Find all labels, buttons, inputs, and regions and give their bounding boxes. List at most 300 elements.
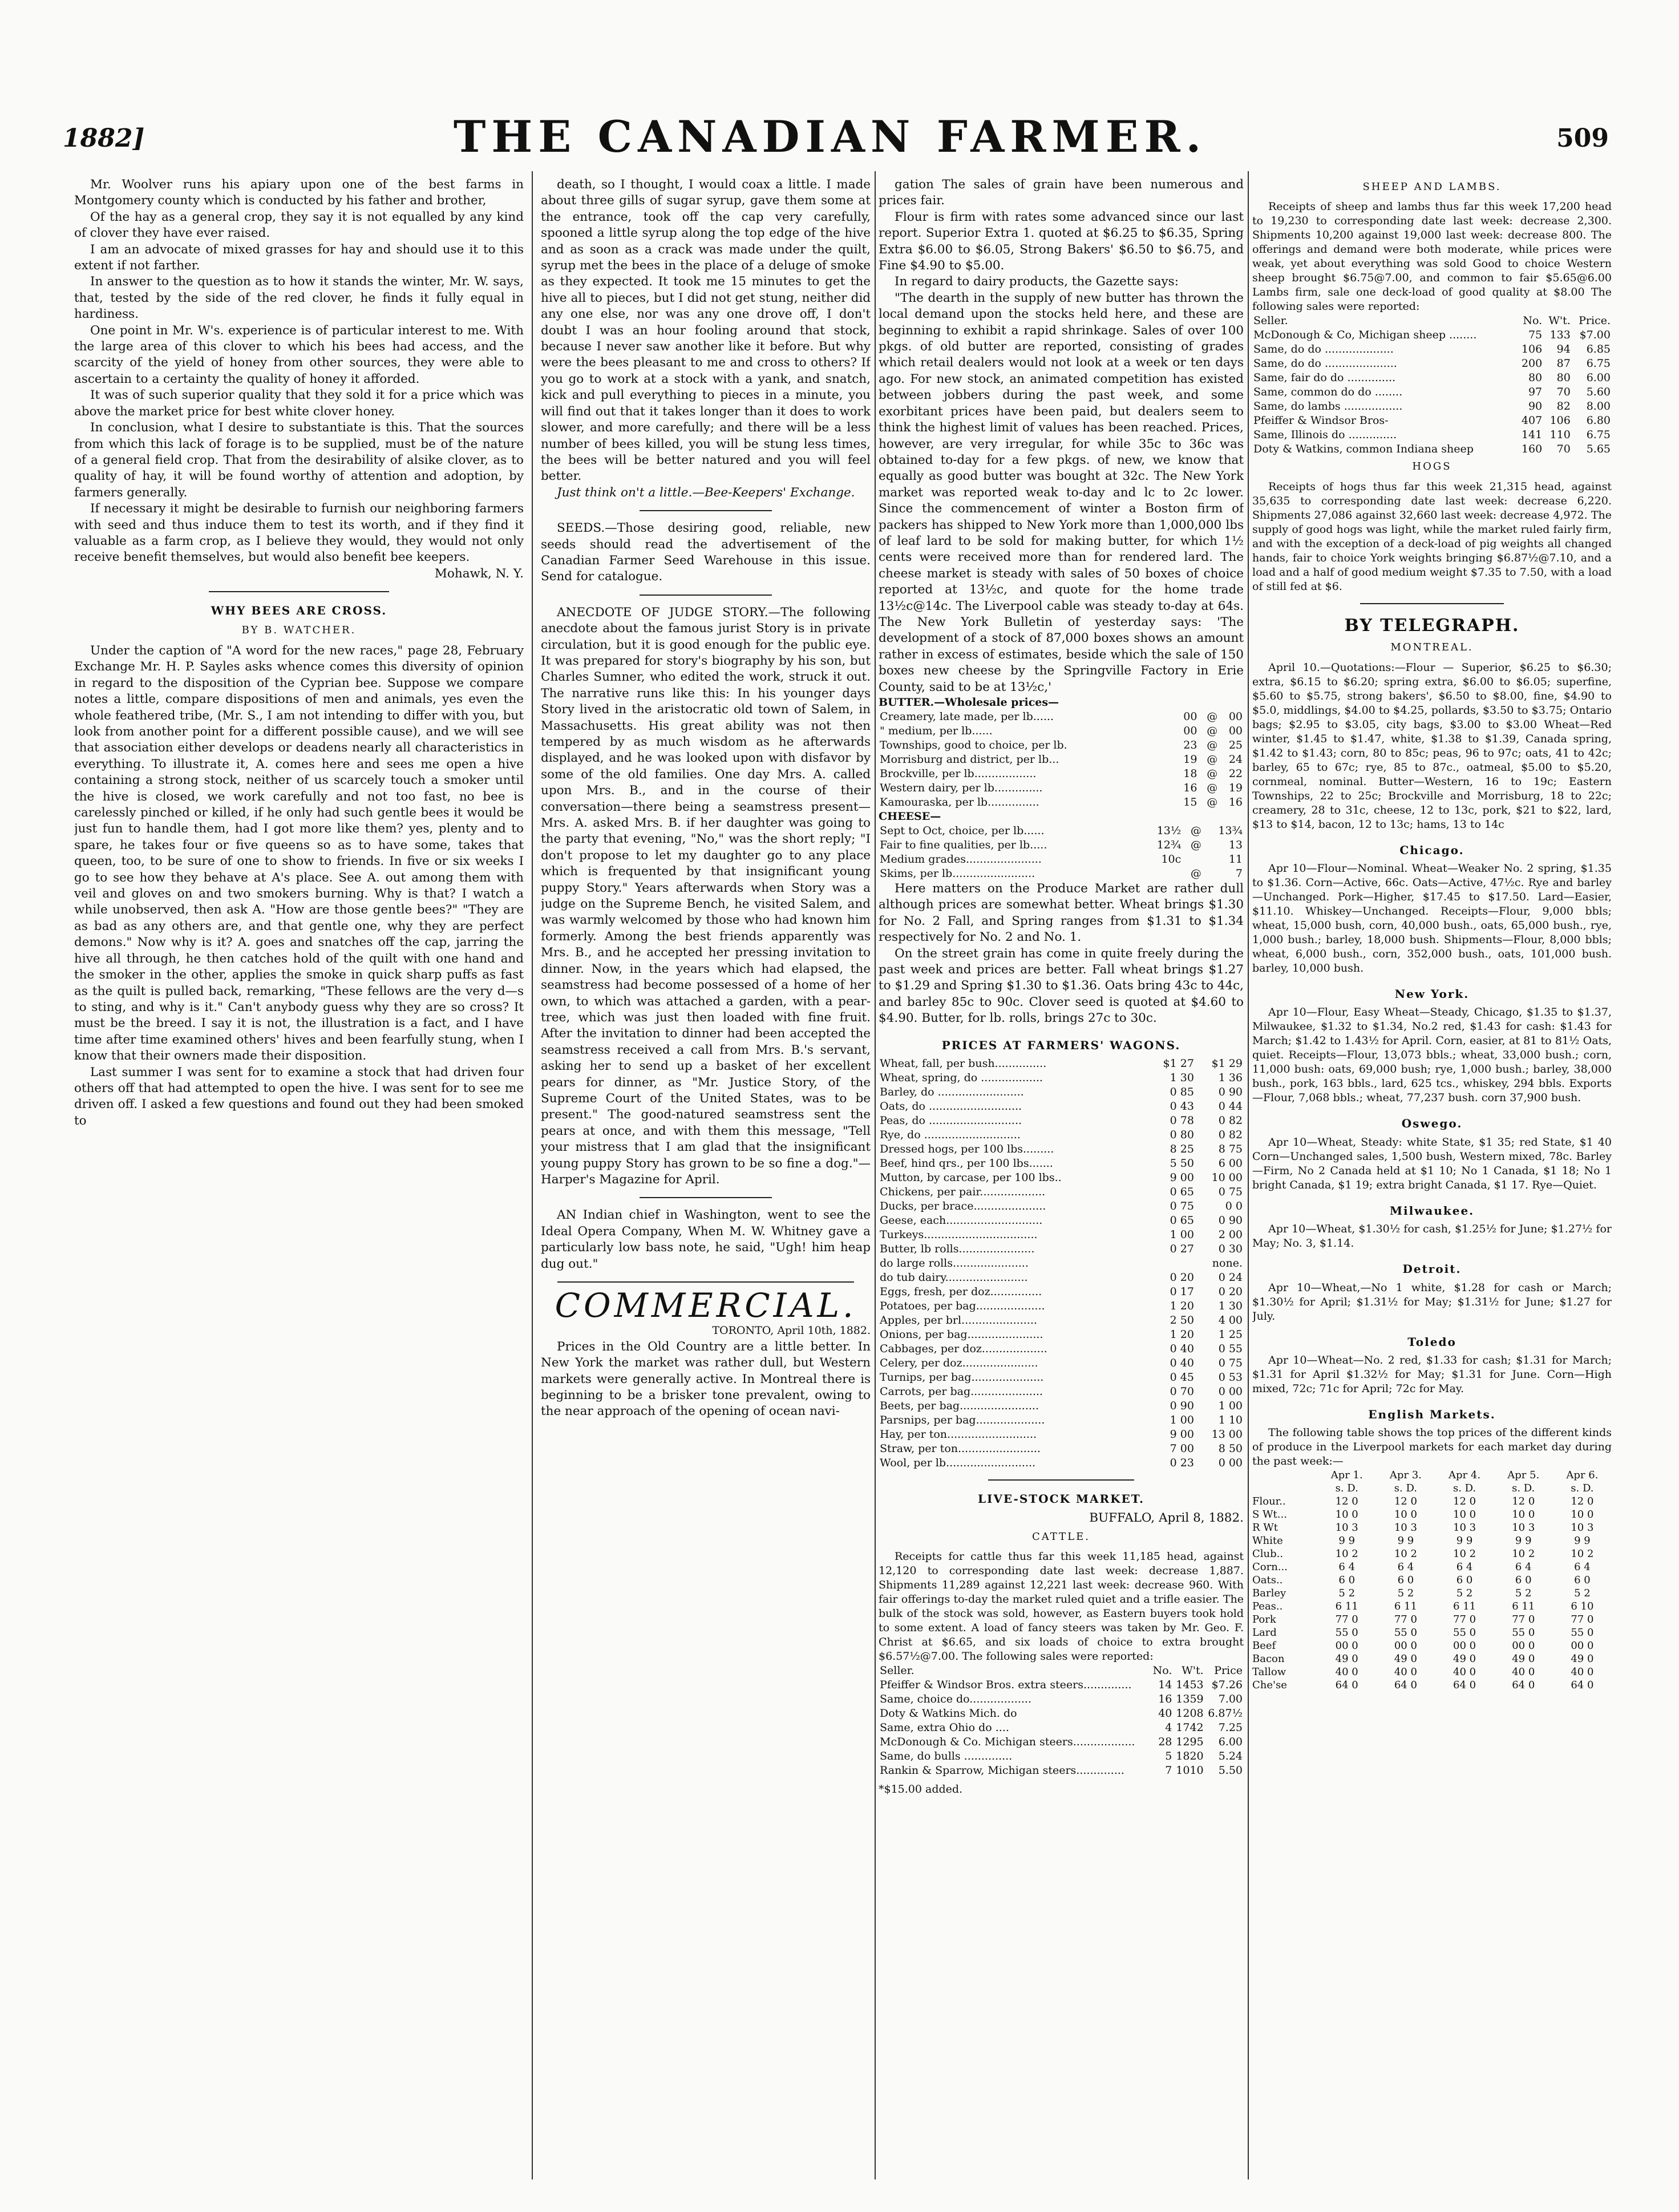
paragraph: "The dearth in the supply of new butter has thrown the local demand upon the stocks held here, and these are beginning to exhibit a rapid shrinkage. Sales of over 100 pkgs. of old butter are reported, consisting of grades which retail dealers would not look at a week or ten days ago. For new stock, an animated competition has existed between jobbers during the past week, and some exorbitant prices have been paid, but dealers seem to think the highest limit of values has been reached. Prices, however, are very irregular, for while 35c to 36c was obtained to-day for a few pkgs. of new, we know that equally as good butter was bought at 32c. The New York market was reported weak to-day and lc to 2c lower. Since the commencement of winter a Boston firm of packers has shipped to New York more than 1,000,000 lbs of leaf lard to be sold for making butter, for which 1½ cents were received more than for rendered lard. The cheese market is steady with sales of 50 boxes of choice reported at 13½c, and quote for the home trade 13½c@14c. The Liverpool cable was steady to-day at 64s. The New York Bulletin of yesterday says: 'The development of a stock of 87,000 boxes shows an amount rather in excess of estimates, beside which the sale of 150 boxes new cheese by the Springville Factory in Erie County, said to be at 13½c,' [879,290,1244,694]
table-cell: 0 27 [1170,1243,1194,1256]
table-cell: 97 [1528,386,1543,399]
table-cell: @ [1207,782,1218,794]
table-cell: 1208 [1176,1707,1204,1720]
table-cell: Barley, do ......................... [880,1086,1024,1099]
table-cell: 0 75 [1170,1200,1194,1213]
montreal-report: April 10.—Quotations:—Flour — Superior, $6.25 to $6.30; extra, $6.15 to $6.20; spring extra, $6.00 to $6.05; superfine, $5.60 to $5.75, strong bakers', $6.50 to $8.00, fine, $4.90 to $5.0, middlings, $4.00 to $4.25, pollards, $3.50 to $3.75; Ontario bags; $2.95 to $3.05, city bags, $3.00 to $3.00 Wheat—Red winter, $1.45 to $1.47, white, $1.38 to $1.39, Canada spring, $1.42 to $1.43; corn, 80 to 85c; peas, 96 to 97c; oats, 41 to 42c; barley, 65 to 67c; rye, 85 to 87c., oatmeal, $5.00 to $5.20, cornmeal, nominal. Butter—Western, 16 to 19c; Eastern Townships, 22 to 25c; Brockville and Morrisburg, 18 to 22c; creamery, 28 to 31c, cheese, 12 to 13c, pork, $21 to $22, lard, $13 to $14, bacon, 12 to 13c; hams, 13 to 14c [1252,661,1612,831]
table-cell: none. [1212,1257,1243,1270]
live-stock-dateline: BUFFALO, April 8, 1882. [1089,1511,1244,1526]
table-cell: 55 0 [1394,1627,1417,1639]
table-row [1252,328,1612,342]
table-row [879,1185,1244,1199]
table-cell: 6.75 [1586,428,1611,442]
table-cell: 0 00 [1218,1385,1243,1398]
table-cell: 7 00 [1170,1442,1194,1455]
table-cell: 55 0 [1512,1627,1535,1639]
table-cell: White [1252,1535,1283,1547]
market-report [879,177,1244,695]
alsike-clover-article [74,177,524,566]
table-cell: Peas.. [1252,1600,1283,1613]
table-cell: 80 [1556,371,1571,385]
table-cell: 70 [1556,386,1571,399]
table-cell: 10 3 [1512,1522,1535,1534]
table-cell: 6.85 [1586,343,1611,356]
table-cell: 10 2 [1335,1548,1358,1560]
table-cell: 13½ [1156,824,1182,837]
newyork-report: Apr 10—Flour, Easy Wheat—Steady, Chicago, $1.35 to $1.37, Milwaukee, $1.32 to $1.34, No.2 red, $1.43 for cash: $1.43 for March; $1.42 to 1.43½ for April. Corn, easier, at 81 to 81½ Oats, quiet. Receipts—Flour, 13,073 bbls.; wheat, 33,000 bush.; corn, 11,000 bush: oats, 69,000 bush; rye, 1,000 bush.; barley, 38,000 bush., pork, 163 bbls., lard, 625 tcs., whiskey, 294 bbls. Exports—Flour, 7,068 bbls.; wheat, 77,237 bush. corn 37,900 bush. [1252,1006,1612,1105]
table-cell: @ [1207,739,1218,751]
table-cell: Eggs, fresh, per doz............... [880,1285,1042,1299]
table-cell: 2 00 [1218,1228,1243,1242]
table-cell: 0 45 [1170,1371,1194,1384]
table-cell: Morrisburg and district, per lb... [880,753,1059,766]
english-markets-intro: The following table shows the top prices of the different kinds of produce in the Liverpool markets for each market day during the past week:— [1252,1426,1612,1468]
table-cell: 10 3 [1453,1522,1476,1534]
table-cell: 19 [1228,782,1243,794]
table-row [1252,357,1612,371]
table-cell: 8.00 [1586,400,1611,413]
table-cell: 5.50 [1218,1764,1243,1777]
produce-market-para: Here matters on the Produce Market are rather dull although prices are somewhat better. Wheat brings $1.30 for No. 2 Fall, and Spring ranges from $1.31 to $1.34 respectively for No. 2 and No. 1. [879,881,1244,945]
table-cell: 7.00 [1218,1693,1243,1706]
table-cell: @ [1190,839,1201,851]
table-cell: 0 90 [1218,1086,1243,1099]
table-cell: 9 9 [1456,1535,1473,1547]
table-cell: Same, do do ..................... [1253,357,1397,370]
table-cell: 28 [1158,1736,1172,1749]
table-cell: 6.87½ [1208,1707,1243,1720]
table-row [879,1385,1244,1399]
table-row [879,1214,1244,1228]
column-subheader: s. D. [1394,1482,1417,1495]
table-row [1252,385,1612,399]
table-row [879,1399,1244,1413]
table-cell: 0 65 [1170,1186,1194,1199]
table-cell: 64 0 [1512,1679,1535,1692]
table-cell: 4 [1165,1721,1172,1734]
table-cell: 49 0 [1394,1653,1417,1665]
table-cell: 13 00 [1211,1428,1243,1441]
table-cell: 141 [1521,428,1543,442]
table-cell: 1010 [1176,1764,1204,1777]
table-cell: 0 75 [1218,1186,1243,1199]
table-cell: 1 00 [1170,1228,1194,1242]
table-cell: 14 [1158,1679,1172,1692]
table-row [879,724,1244,738]
table-cell: Oats.. [1252,1574,1283,1587]
column-subheader: s. D. [1453,1482,1476,1495]
chicago-title: Chicago. [1399,843,1464,857]
paragraph: ANECDOTE OF JUDGE STORY.—The following anecdote about the famous jurist Story is in private circulation, but it is good enough for the public eye. It was prepared for story's biography by his son, but Charles Sumner, who edited the work, struck it out. The narrative runs like this: In his younger days Story lived in the aristocratic old town of Salem, in Massachusetts. His great ability was not then tempered by as much wisdom as he afterwards displayed, and he was looked upon with disfavor by some of the old families. One day Mrs. A. called upon Mrs. B., and in the course of their conversation—there being a seamstress present—Mrs. A. asked Mrs. B. if her daughter was going to the party that evening, "No," was the short reply; "I don't propose to let my daughter go to any place which is frequented by that insignificant young puppy Story." Years afterwards when Story was a judge on the Supreme Bench, he visited Salem, and was warmly welcomed by those who had known him formerly. Among the best friends apparently was Mrs. B., and he accepted her pressing invitation to dinner. Now, in the years which had elapsed, the seamstress had become possessed of a home of her own, to which was attached a garden, with a pear-tree, which was just then loaded with fine fruit. After the invitation to dinner had been accepted the seamstress received a call from Mrs. B.'s servant, asking her to send up a basket of her excellent pears for dinner, as "Mr. Justice Story, of the Supreme Court of the United States, was to be present." The good-natured seamstress sent the pears at once, and with them this message, "Tell your mistress that I am glad that the insignificant young puppy Story has grown to be so fine a dog."—Harper's Magazine for April. [541,605,871,1187]
year-mark: 1882] [63,124,145,153]
table-cell: 5 2 [1515,1587,1532,1600]
table-cell: Potatoes, per bag.................... [880,1300,1045,1313]
table-cell: 1359 [1176,1693,1204,1706]
table-cell: 6 0 [1574,1574,1591,1587]
sheep-para: Receipts of sheep and lambs thus far this week 17,200 head to 19,230 to corresponding date last week: decrease 2,300. Shipments 10,200 against 19,000 last week: decrease 800. The offerings and demand were both moderate, while prices were weak, yet about everything was sold Good to choice Western sheep brought $6.75@7.00, and common to fair $5.65@6.00 Lambs firm, sale one deck-load of good quality at $8.00 The following sales were reported: [1252,200,1612,313]
table-cell: 10 2 [1453,1548,1476,1560]
table-cell: 40 0 [1512,1666,1535,1679]
table-cell: Mutton, by carcase, per 100 lbs.. [880,1171,1062,1184]
hogs-para: Receipts of hogs thus far this week 21,315 head, against 35,635 to corresponding date last week: decrease 6,220. Shipments 27,086 against 32,660 last week: decrease 4,972. The supply of good hogs was light, while the market ruled fairly firm, and with the exception of a deck-load of pig weights all changed hands, fair to choice York weights bringing $6.87½@7.10, and a load and a half of good medium weight $7.35 to 7.50, with a load of still fed at $6. [1252,480,1612,593]
table-cell: 6.00 [1586,371,1611,385]
table-cell: 5 2 [1338,1587,1356,1600]
table-cell: Ducks, per brace..................... [880,1200,1046,1213]
paragraph: Mr. Woolver runs his apiary upon one of the best farms in Montgomery county which is conducted by his father and brother, [74,177,524,208]
table-cell: 0 78 [1170,1114,1194,1127]
table-cell: 15 [1183,796,1197,808]
table-cell: 6 11 [1512,1600,1535,1613]
table-cell: 25 [1228,739,1243,751]
table-row [879,1242,1244,1256]
table-row [879,824,1244,838]
table-cell: 0 00 [1218,1457,1243,1470]
table-cell: 64 0 [1453,1679,1476,1692]
table-cell: 6 11 [1453,1600,1476,1613]
table-cell: 9 9 [1397,1535,1414,1547]
newspaper-title: THE CANADIAN FARMER. [453,111,1207,162]
table-cell: 11 [1228,853,1243,866]
table-cell: Club.. [1252,1548,1284,1560]
table-cell: 77 0 [1512,1613,1535,1626]
table-cell: 6 4 [1397,1561,1414,1574]
table-row [879,1342,1244,1356]
table-cell: 10 0 [1512,1509,1535,1521]
table-cell: 13 [1228,839,1243,851]
table-cell: $7.26 [1211,1679,1243,1692]
column-rule [875,171,876,2179]
table-cell: 10 3 [1335,1522,1358,1534]
table-row [879,1057,1244,1071]
table-row [1252,1626,1612,1639]
table-cell: Carrots, per bag..................... [880,1385,1043,1398]
table-cell: Geese, each............................ [880,1214,1043,1227]
table-cell: 8 50 [1218,1442,1243,1455]
divider [209,591,389,592]
table-cell: $1 29 [1211,1057,1243,1070]
oswego-title: Oswego. [1401,1117,1463,1131]
table-cell: 6 0 [1456,1574,1473,1587]
table-cell: Skims, per lb........................ [880,867,1035,880]
table-row [879,1678,1244,1692]
table-cell: 0 75 [1218,1357,1243,1370]
table-cell: Pfeiffer & Windsor Bros. extra steers.............. [880,1679,1132,1692]
table-cell: 19 [1183,753,1197,766]
montreal-title: MONTREAL. [1390,641,1474,654]
divider [988,1479,1134,1481]
table-row [879,1228,1244,1242]
column-header: W't. [1548,314,1571,327]
table-cell: Straw, per ton........................ [880,1442,1041,1455]
paragraph: death, so I thought, I would coax a little. I made about three gills of sugar syrup, gave them some at the entrance, took off the cap very carefully, spooned a little syrup along the top edge of the hive and as soon as a crack was made under the quilt, syrup met the bees in the place of a deluge of smoke as they expected. It took me 15 minutes to get the hive all to pieces, but I did not get stung, neither did any one else, nor was any one drove off, I don't doubt I was an hour fooling around that stock, because I never saw another like it before. But why were the bees pleasant to me and cross to others? If you go to work at a stock with a yank, and snatch, kick and pull everything to pieces in a minute, you will find out that it takes longer than it does to work slower, and more carefully; and there will be a less number of bees killed, you will be stung less times, the bees will be better natured and you will feel better. [541,177,871,484]
table-cell: 0 85 [1170,1086,1194,1099]
table-row [879,1271,1244,1285]
table-cell: 5 2 [1397,1587,1414,1600]
milwaukee-report: Apr 10—Wheat, $1.30½ for cash, $1.25½ for June; $1.27½ for May; No. 3, $1.14. [1252,1223,1612,1250]
table-cell: 00 0 [1335,1640,1358,1652]
table-cell: 13¾ [1218,824,1243,837]
table-cell: Medium grades...................... [880,853,1042,866]
cheese-title: CHEESE— [879,810,941,823]
table-row [879,1735,1244,1749]
article-signature: Mohawk, N. Y. [434,566,524,581]
table-cell: 1453 [1176,1679,1204,1692]
table-cell: 49 0 [1335,1653,1358,1665]
table-row [879,1256,1244,1271]
table-row [879,1442,1244,1456]
column-1 [74,177,524,2174]
table-cell: 55 0 [1335,1627,1358,1639]
table-cell: 110 [1549,428,1571,442]
table-cell: 1 36 [1218,1071,1243,1085]
table-cell: Same, common do do ........ [1253,386,1403,399]
table-cell: do large rolls...................... [880,1257,1029,1270]
table-cell: 12¾ [1156,839,1182,851]
table-cell: 1 00 [1170,1414,1194,1427]
table-cell: 10 2 [1571,1548,1594,1560]
table-cell: @ [1207,710,1218,723]
indian-chief-item: AN Indian chief in Washington, went to see the Ideal Opera Company, When M. W. Whitney gave a particularly low bass note, he said, "Ugh! him heap dug out." [541,1208,871,1271]
table-cell: 0 53 [1218,1371,1243,1384]
table-cell: 5 2 [1574,1587,1591,1600]
table-cell: 40 0 [1335,1666,1358,1679]
wagons-prices-table [879,1057,1244,1470]
table-cell: 0 90 [1218,1214,1243,1227]
table-cell: 407 [1521,414,1543,427]
table-cell: R Wt [1252,1522,1279,1534]
paragraph: One point in Mr. W's. experience is of particular interest to me. With the large area of this clover to which his bees had access, and the scarcity of the yield of honey from other sources, they were able to ascertain to a certainty the quality of honey it afforded. [74,323,524,386]
table-cell: McDonough & Co, Michigan sheep ........ [1253,329,1477,342]
divider [640,510,771,511]
cattle-para: Receipts for cattle thus far this week 11,185 head, against 12,120 to corresponding date last week: decrease 1,887. Shipments 11,289 against 12,221 last week: decrease 960. With fair offerings to-day the market ruled quiet and a trifle easier. The bulk of the stock was sold, however, as Eastern buyers took hold to some extent. A load of fancy steers was taken by Mr. Geo. F. Christ at $6.65, and six loads of choice to extra brought $6.57½@7.00. The following sales were reported: [879,1550,1244,1663]
column-3 [879,177,1244,2174]
commercial-heading: COMMERCIAL. [555,1286,857,1325]
table-row [1252,1639,1612,1652]
cattle-sales-table [879,1664,1244,1778]
table-cell: Lard [1252,1627,1277,1639]
paragraph: Flour is firm with rates some advanced since our last report. Superior Extra 1. quoted at $6.25 to $6.35, Spring Extra $6.00 to $6.05, Strong Bakers' $6.50 to $6.75, and Fine $4.90 to $5.00. [879,209,1244,273]
column-2 [541,177,871,2174]
table-row [879,767,1244,781]
table-cell: Apples, per brl...................... [880,1314,1037,1327]
paragraph: Last summer I was sent for to examine a stock that had driven four others off that had attempted to open the hive. I was sent for to see me driven off. I asked a few questions and found out they had been smoked to [74,1065,524,1128]
telegraph-heading: BY TELEGRAPH. [1344,615,1520,636]
table-cell: Che'se [1252,1679,1287,1692]
butter-title: BUTTER.—Wholesale prices— [879,696,1059,709]
paragraph: gation The sales of grain have been numerous and prices fair. [879,177,1244,208]
table-cell: 6.00 [1218,1736,1243,1749]
table-cell: 40 0 [1453,1666,1476,1679]
table-cell: 7 [1165,1764,1172,1777]
street-market-para: On the street grain has come in quite freely during the past week and prices are better. Fall wheat brings $1.27 to $1.29 and Spring $1.30 to $1.36. Oats bring 43c to 44c, and barley 85c to 90c. Clover seed is quoted at $4.60 to $4.90. Butter, for lb. rolls, brings 27c to 30c. [879,946,1244,1026]
table-cell: 8 75 [1218,1143,1243,1156]
table-cell: 64 0 [1394,1679,1417,1692]
table-cell: Wheat, fall, per bush............... [880,1057,1047,1070]
table-cell: 9 9 [1515,1535,1532,1547]
why-bees-are-cross-article [74,643,524,1129]
table-cell: 90 [1528,400,1543,413]
table-row [1252,371,1612,385]
table-row [879,1156,1244,1171]
column-header: W't. [1182,1664,1204,1677]
table-cell: 24 [1228,753,1243,766]
table-cell: 64 0 [1335,1679,1358,1692]
table-row [879,1114,1244,1128]
column-header: Apr 4. [1449,1469,1481,1482]
detroit-report: Apr 10—Wheat,—No 1 white, $1.28 for cash or March; $1.30½ for April; $1.31½ for May; $1.31½ for June; $1.27 for July. [1252,1281,1612,1323]
table-cell: 0 40 [1170,1342,1194,1356]
article-heading: WHY BEES ARE CROSS. [211,604,387,618]
column-header: Apr 1. [1330,1469,1363,1482]
table-cell: Brockville, per lb.................. [880,767,1037,780]
table-row [879,710,1244,724]
divider [1360,603,1504,604]
table-row [879,1128,1244,1142]
table-cell: Kamouraska, per lb............... [880,796,1039,808]
table-cell: @ [1190,824,1201,837]
table-cell: 10 0 [1453,1509,1476,1521]
seeds-notice: SEEDS.—Those desiring good, reliable, new seeds should read the advertisement of the Canadian Farmer Seed Warehouse in this issue. Send for catalogue. [541,521,871,584]
table-row [1252,414,1612,428]
table-row [1252,1665,1612,1679]
table-row [879,1456,1244,1470]
table-cell: 6 10 [1571,1600,1594,1613]
table-row [879,1413,1244,1428]
table-row [879,1749,1244,1764]
paragraph: In regard to dairy products, the Gazette says: [895,274,1179,289]
table-cell: 00 0 [1394,1640,1417,1652]
table-cell: Beets, per bag....................... [880,1400,1039,1413]
table-cell: 00 0 [1512,1640,1535,1652]
table-cell: 94 [1556,343,1571,356]
table-cell: Butter, lb rolls...................... [880,1243,1035,1256]
table-cell: 0 82 [1218,1114,1243,1127]
table-cell: 6 00 [1218,1157,1243,1170]
table-cell: 10 00 [1211,1171,1243,1184]
table-cell: Wool, per lb.......................... [880,1457,1036,1470]
table-cell: 200 [1521,357,1543,370]
table-cell: 12 0 [1571,1495,1594,1508]
live-stock-title: LIVE-STOCK MARKET. [977,1492,1145,1506]
table-cell: 70 [1556,443,1571,456]
table-cell: 7.25 [1218,1721,1243,1734]
table-cell: Same, do bulls .............. [880,1750,1013,1763]
table-cell: 12 0 [1335,1495,1358,1508]
table-cell: 18 [1183,767,1197,780]
table-cell: $1 27 [1163,1057,1194,1070]
table-row [879,1692,1244,1706]
table-cell: Corn... [1252,1561,1288,1574]
table-cell: 1 00 [1218,1400,1243,1413]
table-cell: 10 2 [1512,1548,1535,1560]
table-cell: Tallow [1252,1666,1286,1679]
table-cell: 0 23 [1170,1457,1194,1470]
table-cell: 40 0 [1394,1666,1417,1679]
table-cell: 10 0 [1571,1509,1594,1521]
column-header: Apr 6. [1566,1469,1599,1482]
table-row [879,753,1244,767]
table-row [879,1099,1244,1114]
sheep-title: SHEEP AND LAMBS. [1362,181,1502,193]
table-cell: 0 44 [1218,1100,1243,1113]
table-cell: 49 0 [1571,1653,1594,1665]
table-cell: Oats, do ........................... [880,1100,1022,1113]
table-cell: 0 20 [1218,1285,1243,1299]
table-cell: 0 24 [1218,1271,1243,1284]
table-cell: 6 0 [1515,1574,1532,1587]
table-cell: 6 0 [1397,1574,1414,1587]
table-cell: Same, extra Ohio do .... [880,1721,1009,1734]
table-row [879,1299,1244,1313]
table-cell: 0 80 [1170,1129,1194,1142]
table-row [1252,442,1612,456]
table-cell: 0 17 [1170,1285,1194,1299]
table-cell: Doty & Watkins, common Indiana sheep [1253,443,1474,456]
commercial-dateline: TORONTO, April 10th, 1882. [712,1324,871,1337]
table-cell: 80 [1528,371,1543,385]
table-cell: 1 20 [1170,1300,1194,1313]
table-cell: 16 [1158,1693,1172,1706]
table-row [1252,1613,1612,1626]
table-cell: 0 40 [1170,1357,1194,1370]
table-cell: 12 0 [1453,1495,1476,1508]
table-cell: 9 9 [1338,1535,1356,1547]
column-header: Apr 3. [1389,1469,1422,1482]
table-cell: 10 3 [1394,1522,1417,1534]
sheep-sales-table [1252,314,1612,456]
table-cell: 6 11 [1394,1600,1417,1613]
table-cell: 6 4 [1515,1561,1532,1574]
table-row [1252,428,1612,442]
table-cell: Parsnips, per bag.................... [880,1414,1045,1427]
paragraph: It was of such superior quality that they sold it for a price which was above the market price for best white clover honey. [74,388,524,419]
table-row [1252,1600,1612,1613]
table-cell: do tub dairy........................ [880,1271,1028,1284]
table-cell: 4 00 [1218,1314,1243,1327]
table-cell: 82 [1556,400,1571,413]
table-cell: Chickens, per pair................... [880,1186,1046,1199]
table-cell: 12 0 [1394,1495,1417,1508]
table-row [879,1370,1244,1385]
table-cell: Beef, hind qrs., per 100 lbs....... [880,1157,1053,1170]
table-cell [1141,867,1182,881]
table-cell: 0 70 [1170,1385,1194,1398]
table-cell: Hay, per ton.......................... [880,1428,1037,1441]
table-row [879,1285,1244,1299]
cheese-prices-table [879,824,1244,881]
table-cell: 87 [1556,357,1571,370]
masthead [46,111,1615,165]
table-cell: 00 [1228,710,1243,723]
table-cell: 2 50 [1170,1314,1194,1327]
table-cell: 77 0 [1453,1613,1476,1626]
table-row [879,1764,1244,1778]
table-cell: 16 [1228,796,1243,808]
table-cell: Sept to Oct, choice, per lb...... [880,824,1045,837]
table-cell: Peas, do ........................... [880,1114,1022,1127]
table-cell: Wheat, spring, do .................. [880,1071,1043,1085]
table-cell: Onions, per bag...................... [880,1328,1043,1341]
table-cell: 00 [1228,725,1243,737]
table-row [1252,1508,1612,1521]
table-row [1252,1534,1612,1547]
table-cell: Dressed hogs, per 100 lbs......... [880,1143,1054,1156]
table-cell: 22 [1228,767,1243,780]
column-rule [1248,171,1249,2179]
table-cell: @ [1207,767,1218,780]
table-cell: 9 00 [1170,1428,1194,1441]
table-row [879,1356,1244,1370]
